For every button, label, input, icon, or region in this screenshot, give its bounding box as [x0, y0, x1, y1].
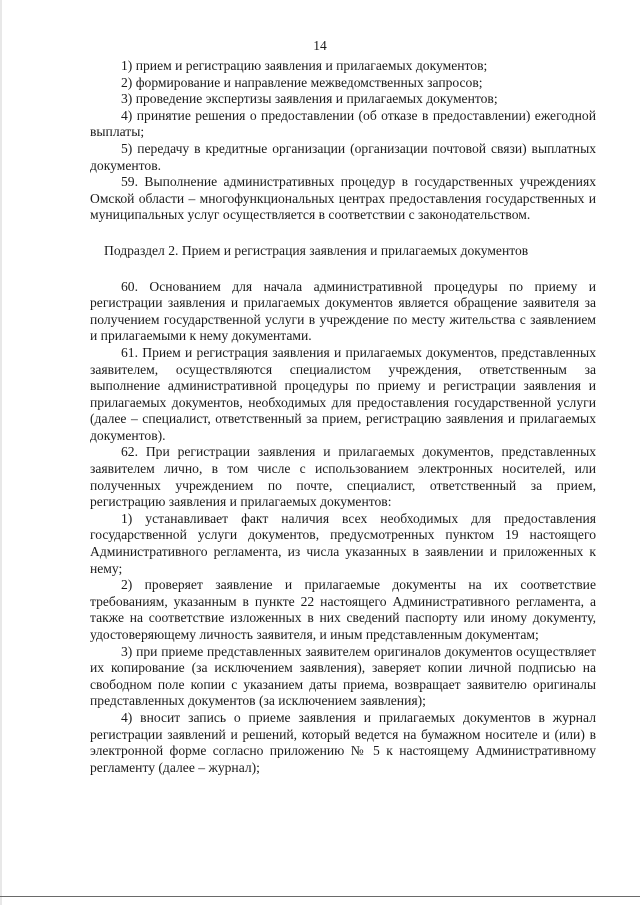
list-item-5: 5) передачу в кредитные организации (организации почтовой связи) выплатных документов.: [90, 140, 596, 173]
list-item-1: 1) прием и регистрацию заявления и прилагаемых документов;: [121, 58, 488, 73]
paragraph-62: 62. При регистрации заявления и прилагаемых документов, представленных заявителем лично, в том числе с использованием электронных носителей, или полученных учреждением по почте, специалист, ответственный за прием, регистрацию заявления и прилагаемых документов:: [90, 444, 596, 510]
paragraph-61: 61. Прием и регистрация заявления и прилагаемых документов, представленных заявителем, осуществляются специалистом учреждения, ответственным за выполнение административной процедуры по приему и регистрации заявления и прилагаемых документов, необходимых для предоставления государственной услуги (далее – специалист, ответственный за прием, регистрацию заявления и прилагаемых документов).: [90, 344, 596, 443]
paragraph-59: 59. Выполнение административных процедур в государственных учреждениях Омской области – многофункциональных центрах предоставления государственных и муниципальных услуг осуществляется в соответствии с законодательством.: [90, 174, 596, 223]
bottom-scan-edge: [0, 896, 640, 897]
list-item-2: 2) формирование и направление межведомственных запросов;: [121, 74, 483, 90]
list-item-4: 4) принятие решения о предоставлении (об отказе в предоставлении) ежегодной выплаты;: [90, 107, 596, 140]
document-body: [90, 58, 596, 776]
list-item-3: 3) проведение экспертизы заявления и прилагаемых документов;: [121, 91, 498, 107]
paragraph-60: 60. Основанием для начала административной процедуры по приему и регистрации заявления и прилагаемых документов является обращение заявителя за получением государственной услуги в учреждение по месту жительства с заявлением и прилагаемыми к нему документами.: [90, 278, 596, 344]
paragraph-62-item-2: 2) проверяет заявление и прилагаемые документы на их соответствие требованиям, указанным в пункте 22 настоящего Административного регламента, а также на соответствие изложенных в них сведений паспорту или иному документу, удостоверяющему личность заявителя, и иным представленным документам;: [90, 577, 596, 642]
paragraph-62-item-4: 4) вносит запись о приеме заявления и прилагаемых документов в журнал регистрации заявлений и решений, который ведется на бумажном носителе и (или) в электронной форме согласно приложению № 5 к настоящему Административному регламенту (далее – журнал);: [90, 709, 596, 775]
subsection-title: Подраздел 2. Прием и регистрация заявления и прилагаемых документов: [104, 242, 529, 258]
paragraph-62-item-3: 3) при приеме представленных заявителем оригиналов документов осуществляет их копирование (за исключением заявления), заверяет копии личной подписью на свободном поле копии с указанием даты приема, возвращает заявителю оригиналы представленных документов (за исключением заявления);: [90, 643, 596, 709]
scan-left-edge: [0, 0, 2, 905]
page-number: 14: [313, 38, 327, 53]
paragraph-62-item-1: 1) устанавливает факт наличия всех необходимых для предоставления государственной услуги документов, предусмотренных пунктом 19 настоящего Административного регламента, из числа указанных в заявлении и приложенных к нему;: [90, 510, 596, 576]
